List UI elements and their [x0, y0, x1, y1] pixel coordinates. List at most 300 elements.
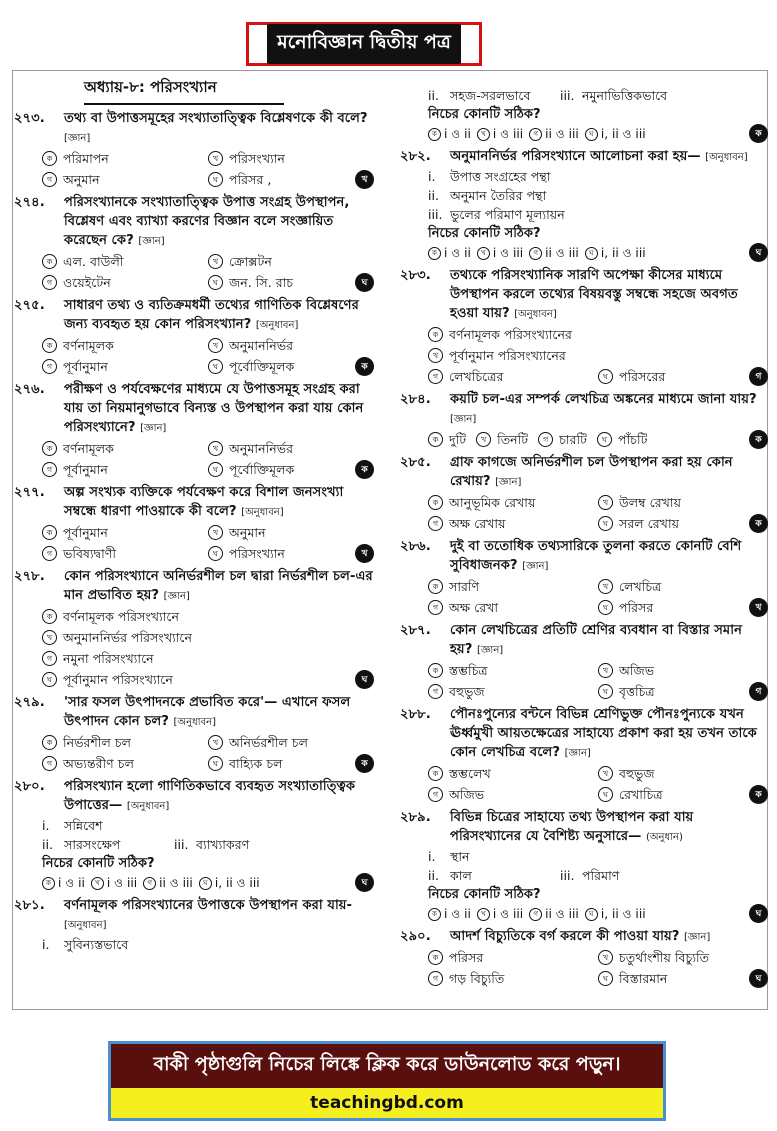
option-text: ওয়েইটেন — [63, 275, 111, 290]
option-item[interactable] — [42, 627, 374, 648]
answer-badge: ক — [749, 785, 768, 804]
statement-roman: ii. — [42, 837, 54, 852]
answer-badge: ক — [749, 124, 768, 143]
option-marker-icon: ক — [42, 151, 57, 166]
option-item[interactable] — [598, 366, 768, 387]
option-marker-icon: ঘ — [208, 546, 223, 561]
option-text: জন. সি. রাচ — [229, 275, 294, 290]
option-marker-icon: ঘ — [585, 128, 598, 141]
option-item[interactable] — [208, 543, 374, 564]
option-marker-icon: খ — [477, 908, 490, 921]
option-item[interactable] — [42, 753, 208, 774]
question-text: কয়টি চল-এর সম্পর্ক লেখচিত্র অঙ্কনের মাধ্যমে জানা যায়? [জ্ঞান] — [450, 392, 757, 425]
question-item — [400, 147, 768, 263]
option-marker-icon: খ — [208, 151, 223, 166]
question-header — [400, 147, 768, 167]
statement-roman: i. — [42, 937, 50, 952]
option-text: অনুমান — [63, 172, 100, 187]
option-item[interactable] — [208, 732, 374, 753]
option-text: অজিভ — [449, 787, 485, 802]
question-item — [14, 296, 374, 377]
statement-item — [428, 866, 768, 885]
option-grid — [400, 576, 768, 618]
option-marker-icon: খ — [598, 950, 613, 965]
option-marker-icon: ক — [42, 441, 57, 456]
option-marker-icon: গ — [42, 462, 57, 477]
option-item[interactable] — [42, 438, 208, 459]
option-grid — [400, 492, 768, 534]
answer-badge: গ — [749, 367, 768, 386]
question-level-tag: [অনুধাবন] — [514, 309, 557, 320]
question-text: কোন লেখচিত্রের প্রতিটি শ্রেণির ব্যবধান বা বিস্তার সমান হয়? [জ্ঞান] — [450, 623, 742, 657]
question-number: ২৮৩. — [400, 268, 431, 283]
statement-roman: ii. — [428, 188, 440, 203]
option-item[interactable] — [597, 429, 647, 450]
statement-text: কাল — [450, 868, 472, 883]
option-marker-icon: গ — [529, 908, 542, 921]
question-header — [14, 693, 374, 732]
question-number: ২৮৬. — [400, 539, 431, 554]
statement-roman: ii. — [428, 88, 440, 103]
option-item[interactable] — [428, 784, 598, 805]
option-item[interactable] — [598, 597, 768, 618]
option-item[interactable] — [598, 947, 768, 968]
option-item[interactable] — [538, 429, 587, 450]
statement-item — [42, 835, 374, 854]
question-text: 'সার ফসল উৎপাদনকে প্রভাবিত করে'— এখানে ফসল উৎপাদন কোন চল? [অনুধাবন] — [64, 695, 351, 729]
option-item[interactable] — [208, 251, 374, 272]
question-level-tag: [জ্ঞান] — [684, 932, 711, 943]
option-item[interactable] — [42, 522, 208, 543]
option-item[interactable] — [42, 272, 208, 293]
statement-item — [42, 935, 374, 954]
option-marker-icon: ঘ — [208, 172, 223, 187]
question-item — [400, 266, 768, 387]
option-item[interactable] — [42, 669, 374, 690]
answer-combo-row — [14, 873, 374, 893]
question-prompt: নিচের কোনটি সঠিক? — [428, 107, 541, 122]
option-item[interactable] — [598, 968, 768, 989]
question-item — [14, 193, 374, 293]
statement-roman: iii. — [174, 837, 189, 852]
answer-badge: ঘ — [355, 873, 374, 892]
option-text: বর্ণনামূলক পরিসংখ্যানে — [63, 609, 179, 624]
option-text: বহুভুজ — [449, 684, 485, 699]
answer-combo-row — [400, 243, 768, 263]
option-item[interactable] — [428, 324, 768, 345]
option-marker-icon: খ — [598, 579, 613, 594]
option-marker-icon: গ — [143, 877, 156, 890]
question-text: তথ্য বা উপাত্তসমূহের সংখ্যাতাত্ত্বিক বিশ্লেষণকে কী বলে? [জ্ঞান] — [64, 111, 368, 144]
option-marker-icon: খ — [208, 525, 223, 540]
option-item[interactable] — [42, 356, 208, 377]
option-marker-icon: খ — [477, 247, 490, 260]
option-marker-icon: ঘ — [42, 672, 57, 687]
option-item[interactable] — [42, 648, 374, 669]
option-text: অনুমাননির্ভর — [229, 441, 294, 456]
option-item[interactable] — [42, 606, 374, 627]
option-marker-icon: খ — [598, 495, 613, 510]
question-item — [14, 896, 374, 954]
statement-roman: iii. — [560, 868, 575, 883]
option-marker-icon: ঘ — [208, 359, 223, 374]
question-number: ২৮৮. — [400, 707, 431, 722]
statement-text: নমুনাভিত্তিকভাবে — [582, 88, 668, 103]
question-number: ২৮৯. — [400, 810, 431, 825]
question-text: অনুমাননির্ভর পরিসংখ্যানে আলোচনা করা হয়— [অনুধাবন] — [450, 149, 748, 164]
option-text: পরিমাপন — [63, 151, 109, 166]
question-level-tag: [অনুধাবন] — [173, 717, 217, 728]
option-marker-icon: ঘ — [598, 787, 613, 802]
combo-text: i ও ii — [444, 127, 471, 141]
option-marker-icon: ক — [42, 525, 57, 540]
answer-badge: খ — [749, 598, 768, 617]
option-marker-icon: ক — [42, 877, 55, 890]
combo-text: i ও ii — [444, 907, 471, 921]
question-item — [400, 705, 768, 805]
header-title: মনোবিজ্ঞান দ্বিতীয় পত্র — [267, 24, 461, 64]
combo-text: ii ও iii — [159, 876, 193, 890]
option-marker-icon: ঘ — [208, 275, 223, 290]
question-number: ২৭৫. — [14, 298, 45, 313]
option-marker-icon: গ — [42, 275, 57, 290]
answer-combo-row — [400, 124, 768, 144]
option-item[interactable] — [428, 597, 598, 618]
option-item[interactable] — [428, 492, 598, 513]
option-text: অনির্ভরশীল চল — [229, 735, 308, 750]
option-text: বিস্তারমান — [619, 971, 668, 986]
option-text: অক্ষ রেখা — [449, 600, 499, 615]
option-item[interactable] — [476, 429, 528, 450]
combo-text: ii ও iii — [545, 907, 579, 921]
option-marker-icon: খ — [476, 432, 491, 447]
question-level-tag: [জ্ঞান] — [138, 236, 165, 247]
option-grid — [14, 148, 374, 190]
option-marker-icon: খ — [208, 254, 223, 269]
option-item[interactable] — [208, 356, 374, 377]
option-grid — [400, 763, 768, 805]
combo-text: i, ii ও iii — [600, 246, 646, 260]
question-header — [400, 705, 768, 763]
question-text: সাধারণ তথ্য ও ব্যতিক্রমধর্মী তথ্যের গাণিতিক বিশ্লেষণের জন্য ব্যবহৃত হয় কোন পরিসংখ্যান? [অনুধাবন] — [64, 298, 359, 332]
question-text: দুই বা ততোধিক তথ্যসারিকে তুলনা করতে কোনটি বেশি সুবিধাজনক? [জ্ঞান] — [450, 539, 742, 573]
answer-badge: ক — [355, 357, 374, 376]
statement-item — [42, 816, 374, 835]
statement-item — [428, 186, 768, 205]
option-grid — [400, 947, 768, 989]
statement-roman: iii. — [560, 88, 575, 103]
statement-list — [400, 167, 768, 224]
statement-text: ব্যাখ্যাকরণ — [196, 837, 250, 852]
question-level-tag: [অনুধাবন] — [241, 507, 284, 518]
option-text: পরিসর — [619, 600, 654, 615]
option-marker-icon: খ — [208, 735, 223, 750]
option-marker-icon: গ — [428, 516, 443, 531]
question-header — [400, 927, 768, 947]
answer-badge: ঘ — [749, 243, 768, 262]
option-item[interactable] — [428, 947, 598, 968]
answer-badge: খ — [355, 170, 374, 189]
question-header — [14, 777, 374, 816]
option-item[interactable] — [42, 148, 208, 169]
question-item — [400, 621, 768, 702]
option-item[interactable] — [208, 169, 374, 190]
option-text: ভবিষ্যদ্বাণী — [63, 546, 116, 561]
option-item[interactable] — [428, 968, 598, 989]
statement-roman: i. — [428, 849, 436, 864]
question-item — [400, 390, 768, 450]
question-level-tag: [জ্ঞান] — [495, 477, 522, 488]
combo-text: i, ii ও iii — [600, 907, 646, 921]
question-header — [14, 193, 374, 251]
question-text: বর্ণনামূলক পরিসংখ্যানের উপাত্তকে উপস্থাপন করা যায়- [অনুধাবন] — [64, 898, 353, 931]
question-text: পরিসংখ্যানকে সংখ্যাতাত্ত্বিক উপাত্ত সংগ্রহ উপস্থাপন, বিশ্লেষণ এবং ব্যাখ্যা করণের বিজ্ঞান বলে সংজ্ঞায়িত করেছেন কে? [জ্ঞান] — [64, 195, 350, 248]
option-text: অজিভ — [619, 663, 655, 678]
option-item[interactable] — [428, 763, 598, 784]
answer-badge: ক — [749, 430, 768, 449]
option-item[interactable] — [42, 543, 208, 564]
option-marker-icon: গ — [428, 971, 443, 986]
statement-list — [14, 935, 374, 954]
option-marker-icon: ক — [428, 128, 441, 141]
option-text: দুটি — [449, 432, 467, 447]
question-item — [400, 808, 768, 924]
question-header — [14, 896, 374, 935]
option-text: পরিসর — [449, 950, 484, 965]
option-marker-icon: ক — [42, 609, 57, 624]
question-item — [400, 927, 768, 989]
statement-list — [400, 847, 768, 885]
footer-link[interactable]: teachingbd.com — [111, 1088, 663, 1118]
option-text: পূর্বোক্তিমূলক — [229, 462, 295, 477]
option-text: স্তম্ভলেখ — [449, 766, 491, 781]
option-text: চারটি — [559, 432, 587, 447]
combo-text: i ও iii — [492, 907, 524, 921]
option-marker-icon: ঘ — [208, 462, 223, 477]
option-text: পাঁচটি — [617, 432, 648, 447]
option-marker-icon: ক — [428, 247, 441, 260]
answer-badge: খ — [355, 544, 374, 563]
option-item[interactable] — [42, 459, 208, 480]
question-level-tag: [জ্ঞান] — [450, 414, 477, 425]
question-header — [14, 567, 374, 606]
option-item[interactable] — [428, 366, 598, 387]
question-number: ২৮২. — [400, 149, 431, 164]
statement-roman: ii. — [428, 868, 440, 883]
statement-text: উপাত্ত সংগ্রহের পন্থা — [450, 169, 551, 184]
question-item — [400, 453, 768, 534]
question-level-tag: [অনুধাবন] — [705, 152, 748, 163]
option-item[interactable] — [598, 660, 768, 681]
statement-text: ভুলের পরিমাণ মূল্যায়ন — [450, 207, 565, 222]
option-item[interactable] — [428, 429, 466, 450]
option-item[interactable] — [208, 148, 374, 169]
option-item[interactable] — [598, 513, 768, 534]
option-item[interactable] — [428, 681, 598, 702]
option-text: বাহ্যিক চল — [229, 756, 283, 771]
option-marker-icon: গ — [42, 756, 57, 771]
option-marker-icon: খ — [477, 128, 490, 141]
question-number: ২৮১. — [14, 898, 45, 913]
answer-combo-row — [400, 904, 768, 924]
combo-text: i ও iii — [106, 876, 138, 890]
footer-banner[interactable] — [108, 1041, 666, 1121]
option-grid — [14, 251, 374, 293]
question-text: অল্প সংখ্যক ব্যক্তিকে পর্যবেক্ষণ করে বিশাল জনসংখ্যা সম্বন্ধে ধারণা পাওয়াকে কী বলে? [অনুধাবন] — [64, 485, 344, 519]
option-text: লেখচিত্র — [619, 579, 662, 594]
option-marker-icon: গ — [42, 172, 57, 187]
option-item[interactable] — [42, 169, 208, 190]
question-text: কোন পরিসংখ্যানে অনির্ভরশীল চল দ্বারা নির্ভরশীল চল-এর মান প্রভাবিত হয়? [জ্ঞান] — [64, 569, 373, 603]
option-text: অনুমান — [229, 525, 266, 540]
option-marker-icon: ক — [428, 327, 443, 342]
option-text: লেখচিত্রের — [449, 369, 504, 384]
header-title-box — [246, 22, 482, 66]
question-number: ২৮৭. — [400, 623, 431, 638]
question-header — [400, 390, 768, 429]
option-marker-icon: ঘ — [208, 756, 223, 771]
option-item[interactable] — [598, 784, 768, 805]
option-marker-icon: ঘ — [598, 971, 613, 986]
option-text: অনুমাননির্ভর পরিসংখ্যানে — [63, 630, 192, 645]
question-number: ২৭৯. — [14, 695, 45, 710]
option-marker-icon: ক — [428, 908, 441, 921]
option-item[interactable] — [42, 335, 208, 356]
question-header — [400, 266, 768, 324]
question-number: ২৭৩. — [14, 111, 45, 126]
statement-item — [428, 167, 768, 186]
question-level-tag: [জ্ঞান] — [140, 423, 167, 434]
question-header — [14, 380, 374, 438]
question-number: ২৭৬. — [14, 382, 45, 397]
answer-badge: ক — [749, 514, 768, 533]
option-item[interactable] — [428, 513, 598, 534]
option-grid — [14, 606, 374, 690]
option-item[interactable] — [428, 345, 768, 366]
question-number: ২৮০. — [14, 779, 45, 794]
option-text: পরিসরের — [619, 369, 666, 384]
option-marker-icon: ঘ — [598, 684, 613, 699]
question-level-tag: [জ্ঞান] — [163, 591, 190, 602]
option-item[interactable] — [208, 522, 374, 543]
option-text: স্তম্ভচিত্র — [449, 663, 488, 678]
option-item[interactable] — [208, 335, 374, 356]
option-marker-icon: ঘ — [199, 877, 212, 890]
option-text: পরিসর , — [229, 172, 272, 187]
option-item[interactable] — [598, 576, 768, 597]
option-item[interactable] — [598, 492, 768, 513]
option-item[interactable] — [208, 438, 374, 459]
option-marker-icon: ঘ — [585, 908, 598, 921]
option-marker-icon: গ — [42, 651, 57, 666]
left-column — [14, 76, 374, 957]
option-marker-icon: ক — [42, 735, 57, 750]
question-number: ২৯০. — [400, 929, 431, 944]
option-grid — [14, 335, 374, 377]
question-item — [14, 567, 374, 690]
option-item[interactable] — [208, 272, 374, 293]
option-grid — [14, 522, 374, 564]
question-level-tag: [অনুধাবন] — [64, 920, 107, 931]
question-level-tag: [জ্ঞান] — [64, 133, 91, 144]
option-marker-icon: গ — [428, 684, 443, 699]
answer-badge: গ — [749, 682, 768, 701]
option-grid — [400, 429, 768, 450]
answer-badge: ঘ — [749, 969, 768, 988]
option-text: সরল রেখায় — [619, 516, 680, 531]
question-item — [14, 483, 374, 564]
option-marker-icon: খ — [598, 663, 613, 678]
question-header — [400, 537, 768, 576]
combo-text: i, ii ও iii — [214, 876, 260, 890]
combo-text: i ও iii — [492, 127, 524, 141]
option-grid — [400, 660, 768, 702]
statement-text: সুবিন্যস্তভাবে — [64, 937, 129, 952]
footer-message: বাকী পৃষ্ঠাগুলি নিচের লিঙ্কে ক্লিক করে ডাউনলোড করে পড়ুন। — [111, 1044, 663, 1088]
question-prompt: নিচের কোনটি সঠিক? — [428, 887, 541, 902]
option-text: চতুর্থাংশীয় বিচ্যুতি — [619, 950, 710, 965]
option-item[interactable] — [42, 251, 208, 272]
option-item[interactable] — [598, 763, 768, 784]
option-item[interactable] — [428, 576, 598, 597]
option-text: পূর্বানুমান — [63, 359, 108, 374]
option-text: পরিসংখ্যান — [229, 151, 285, 166]
combo-text: ii ও iii — [545, 246, 579, 260]
option-item[interactable] — [428, 660, 598, 681]
option-text: এল. বাউলী — [63, 254, 124, 269]
option-item[interactable] — [208, 459, 374, 480]
option-marker-icon: ক — [428, 495, 443, 510]
question-number: ২৮৪. — [400, 392, 431, 407]
combo-text: i ও ii — [444, 246, 471, 260]
question-header — [14, 483, 374, 522]
option-text: পূর্বানুমান — [63, 525, 108, 540]
answer-badge: ক — [355, 754, 374, 773]
option-text: তিনটি — [497, 432, 529, 447]
question-item — [400, 537, 768, 618]
question-level-tag: [অনুধাবন] — [255, 320, 299, 331]
right-question-list — [400, 147, 768, 989]
question-text: আদর্শ বিচ্যুতিকে বর্গ করলে কী পাওয়া যায়? [জ্ঞান] — [450, 929, 711, 944]
option-text: পূর্বানুমান পরিসংখ্যানের — [449, 348, 566, 363]
question-level-tag: (অনুধান) — [645, 832, 683, 843]
option-item[interactable] — [42, 732, 208, 753]
option-text: নমুনা পরিসংখ্যানে — [63, 651, 154, 666]
option-marker-icon: গ — [529, 128, 542, 141]
question-header — [400, 621, 768, 660]
option-grid — [400, 324, 768, 387]
continued-question — [400, 86, 768, 144]
statement-text: অনুমান তৈরির পন্থা — [450, 188, 547, 203]
question-level-tag: [জ্ঞান] — [476, 645, 504, 656]
option-marker-icon: ক — [428, 663, 443, 678]
option-marker-icon: গ — [428, 369, 443, 384]
statement-item — [428, 205, 768, 224]
statement-roman: i. — [42, 818, 50, 833]
option-text: বহুভুজ — [619, 766, 655, 781]
chapter-title: অধ্যায়-৮: পরিসংখ্যান — [84, 76, 284, 105]
option-text: সারণি — [449, 579, 480, 594]
option-text: পূর্বানুমান পরিসংখ্যানে — [63, 672, 173, 687]
answer-badge: ক — [355, 460, 374, 479]
option-item[interactable] — [598, 681, 768, 702]
question-text: পৌনঃপুন্যের বন্টনে বিভিন্ন শ্রেণিভুক্ত পৌনঃপুন্যকে যখন ঊর্ধ্বমুখী আয়তক্ষেত্রের সাহায্যে প্রকাশ করা হয় তখন তাকে কোন লেখচিত্র বলে? [জ্ঞান] — [450, 707, 757, 760]
option-marker-icon: ক — [428, 432, 443, 447]
option-item[interactable] — [208, 753, 374, 774]
combo-text: i ও ii — [58, 876, 85, 890]
statement-item — [428, 847, 768, 866]
answer-badge: ঘ — [355, 670, 374, 689]
